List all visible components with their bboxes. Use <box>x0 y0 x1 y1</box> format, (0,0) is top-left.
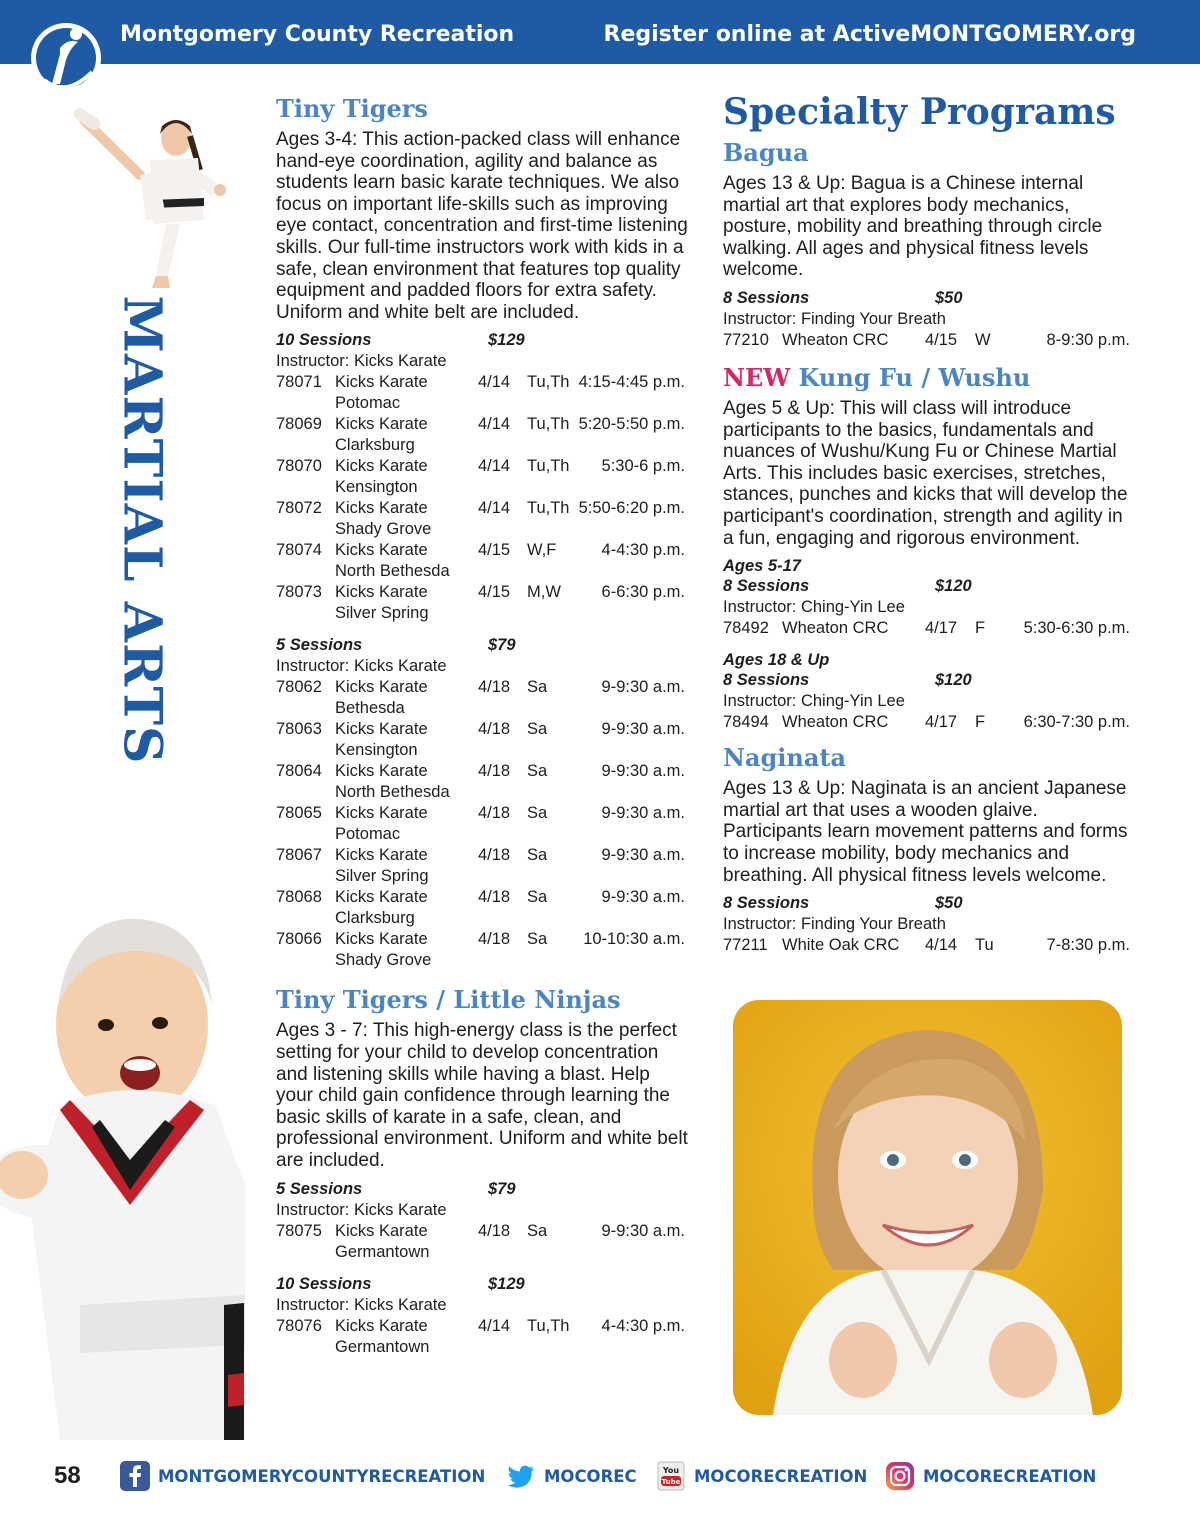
class-location: Kicks Karate <box>335 678 428 697</box>
class-date: 4/18 <box>478 1221 511 1240</box>
kungfu-title: Kung Fu / Wushu <box>798 362 1031 392</box>
session-price: $79 <box>488 1179 516 1198</box>
session-count-row <box>723 669 1138 691</box>
class-time: 5:20-5:50 p.m. <box>578 415 685 434</box>
session-count-row <box>276 1178 691 1200</box>
class-row[interactable] <box>723 712 1138 733</box>
kungfu-ages-18-up-group <box>723 649 1138 733</box>
class-time: 8-9:30 p.m. <box>1046 330 1130 349</box>
class-day: F <box>975 713 986 732</box>
class-location-2: North Bethesda <box>335 562 450 581</box>
class-day: Sa <box>527 678 548 697</box>
session-count: 5 Sessions <box>276 1179 363 1198</box>
session-count: 8 Sessions <box>723 288 810 307</box>
class-location: Kicks Karate <box>335 1316 428 1335</box>
class-code: 78065 <box>276 804 322 823</box>
class-date: 4/14 <box>478 1316 511 1335</box>
page-footer <box>0 1452 1200 1500</box>
class-location-2: Clarksburg <box>335 436 415 455</box>
class-location: Kicks Karate <box>335 1221 428 1240</box>
class-row[interactable] <box>276 845 691 887</box>
twitter-link[interactable] <box>506 1460 637 1492</box>
class-time: 9-9:30 a.m. <box>601 888 685 907</box>
ages-label: Ages 18 & Up <box>723 651 830 670</box>
bagua-description: Ages 13 & Up: Bagua is a Chinese internal martial art that explores body mechanics, posture, mobility and breathing through circle walking. All ages and physical fitness levels welcome. <box>723 173 1103 281</box>
class-date: 4/18 <box>478 888 511 907</box>
ages-row <box>723 649 1138 671</box>
class-day: Tu,Th <box>527 499 570 518</box>
class-location: Kicks Karate <box>335 583 428 602</box>
class-location-2: Kensington <box>335 741 418 760</box>
class-code: 78069 <box>276 415 322 434</box>
class-day: F <box>975 619 986 638</box>
class-location: Kicks Karate <box>335 888 428 907</box>
instructor-line: Instructor: Kicks Karate <box>276 352 447 371</box>
class-day: W <box>975 330 991 349</box>
class-row[interactable] <box>276 929 691 971</box>
class-row[interactable] <box>276 887 691 929</box>
class-location: Wheaton CRC <box>782 619 889 638</box>
little-ninjas-description: Ages 3 - 7: This high-energy class is the perfect setting for your child to develop concentration and listening skills while having a blast. Help your child gain confidence through learning the basic skills of karate in a safe, clean, and professional environment. Uniform and white belt are included. <box>276 1020 688 1171</box>
class-row[interactable] <box>276 498 691 540</box>
naginata-description: Ages 13 & Up: Naginata is an ancient Japanese martial art that uses a wooden glaive. Participants learn movement patterns and forms to increase mobility, body mechanics and breathing. All physical fitness levels welcome. <box>723 778 1128 886</box>
class-day: Sa <box>527 888 548 907</box>
facebook-icon <box>120 1461 150 1491</box>
tiny-tigers-description: Ages 3-4: This action-packed class will enhance hand-eye coordination, agility and balance as students learn basic karate techniques. We also focus on important life-skills such as improving eye contact, concentration and first-time listening skills. Our full-time instructors work with kids in a safe, clean environment that features top quality equipment and padded floors for extra safety. Uniform and white belt are included. <box>276 129 688 323</box>
left-column <box>276 94 691 1358</box>
youtube-icon <box>656 1461 686 1491</box>
class-date: 4/14 <box>925 936 958 955</box>
class-code: 78062 <box>276 678 322 697</box>
class-time: 4-4:30 p.m. <box>601 541 685 560</box>
class-location: Kicks Karate <box>335 762 428 781</box>
naginata-heading: Naginata <box>723 743 847 773</box>
little-ninjas-heading: Tiny Tigers / Little Ninjas <box>276 985 621 1015</box>
class-row[interactable] <box>276 414 691 456</box>
youtube-link[interactable] <box>656 1460 867 1492</box>
class-location-2: Germantown <box>335 1242 430 1261</box>
facebook-handle: MONTGOMERYCOUNTYRECREATION <box>158 1466 486 1486</box>
class-date: 4/17 <box>925 619 958 638</box>
class-location-2: Potomac <box>335 394 401 413</box>
session-count-row <box>276 1273 691 1295</box>
instructor-line: Instructor: Kicks Karate <box>276 1200 447 1219</box>
class-day: Sa <box>527 762 548 781</box>
class-row[interactable] <box>276 719 691 761</box>
youtube-handle: MOCORECREATION <box>694 1466 868 1486</box>
class-row[interactable] <box>276 1316 691 1358</box>
class-day: Sa <box>527 720 548 739</box>
class-code: 77210 <box>723 330 769 349</box>
class-code: 78068 <box>276 888 322 907</box>
instructor-line: Instructor: Ching-Yin Lee <box>723 598 905 617</box>
class-time: 6-6:30 p.m. <box>601 583 685 602</box>
class-location: Kicks Karate <box>335 541 428 560</box>
karate-boy-punching-photo <box>0 905 245 1440</box>
kungfu-ages-5-17-group <box>723 555 1138 639</box>
class-location: Wheaton CRC <box>782 713 889 732</box>
class-date: 4/15 <box>478 583 511 602</box>
martial-arts-title: MARTIAL ARTS <box>111 295 173 765</box>
twitter-handle: MOCOREC <box>544 1466 637 1486</box>
class-location: Kicks Karate <box>335 457 428 476</box>
karate-girl-smiling-photo <box>733 1000 1122 1415</box>
class-location-2: Bethesda <box>335 699 405 718</box>
class-location-2: Shady Grove <box>335 520 432 539</box>
session-count-row <box>276 634 691 656</box>
class-date: 4/18 <box>478 762 511 781</box>
class-location-2: Shady Grove <box>335 951 432 970</box>
class-code: 78063 <box>276 720 322 739</box>
class-date: 4/14 <box>478 373 511 392</box>
section-side-title <box>111 295 173 765</box>
class-date: 4/15 <box>478 541 511 560</box>
class-code: 78073 <box>276 583 322 602</box>
class-row[interactable] <box>276 803 691 845</box>
class-row[interactable] <box>276 582 691 624</box>
class-location: Kicks Karate <box>335 499 428 518</box>
class-code: 78076 <box>276 1316 322 1335</box>
instructor-line: Instructor: Ching-Yin Lee <box>723 692 905 711</box>
session-count-row <box>723 575 1138 597</box>
new-badge: NEW <box>723 362 791 392</box>
girl-portrait-illustration <box>733 1000 1122 1415</box>
class-location: Wheaton CRC <box>782 330 889 349</box>
session-price: $129 <box>488 331 525 350</box>
class-code: 77211 <box>723 936 768 955</box>
bagua-heading: Bagua <box>723 138 809 167</box>
class-time: 6:30-7:30 p.m. <box>1023 713 1130 732</box>
spacer <box>276 1263 691 1273</box>
class-date: 4/17 <box>925 713 958 732</box>
class-code: 78064 <box>276 762 322 781</box>
session-price: $120 <box>935 671 972 690</box>
class-row[interactable] <box>723 618 1138 639</box>
little-ninjas-10-sessions-group <box>276 1273 691 1358</box>
class-day: W,F <box>527 541 557 560</box>
instructor-line: Instructor: Finding Your Breath <box>723 309 946 328</box>
class-date: 4/18 <box>478 846 511 865</box>
spacer <box>276 971 691 985</box>
instagram-icon <box>885 1461 915 1491</box>
class-date: 4/18 <box>478 720 511 739</box>
spacer <box>276 624 691 634</box>
class-code: 78075 <box>276 1221 322 1240</box>
class-date: 4/14 <box>478 415 511 434</box>
class-time: 5:50-6:20 p.m. <box>578 499 685 518</box>
class-day: Tu,Th <box>527 457 570 476</box>
instructor-line: Instructor: Kicks Karate <box>276 1295 447 1314</box>
session-count-row <box>276 329 691 351</box>
class-time: 9-9:30 a.m. <box>601 762 685 781</box>
class-code: 78072 <box>276 499 322 518</box>
instagram-handle: MOCORECREATION <box>923 1466 1097 1486</box>
class-location-2: North Bethesda <box>335 783 450 802</box>
recreation-logo-icon <box>30 18 102 104</box>
class-code: 78074 <box>276 541 322 560</box>
spacer <box>723 733 1138 743</box>
class-location-2: Silver Spring <box>335 867 429 886</box>
session-price: $50 <box>935 288 963 307</box>
class-time: 9-9:30 a.m. <box>601 720 685 739</box>
class-time: 4:15-4:45 p.m. <box>578 373 685 392</box>
class-date: 4/18 <box>478 804 511 823</box>
class-time: 4-4:30 p.m. <box>601 1316 685 1335</box>
class-code: 78492 <box>723 619 769 638</box>
class-location-2: Kensington <box>335 478 418 497</box>
page-header <box>0 0 1200 64</box>
class-row[interactable] <box>276 540 691 582</box>
class-time: 5:30-6 p.m. <box>601 457 685 476</box>
session-count: 8 Sessions <box>723 894 810 913</box>
class-day: Tu <box>975 936 994 955</box>
facebook-link[interactable] <box>120 1460 485 1492</box>
session-price: $120 <box>935 577 972 596</box>
session-price: $50 <box>935 894 963 913</box>
class-code: 78066 <box>276 930 322 949</box>
right-column <box>723 88 1138 956</box>
class-location: Kicks Karate <box>335 846 428 865</box>
instagram-link[interactable] <box>885 1460 1096 1492</box>
class-row[interactable] <box>723 935 1138 956</box>
session-count: 8 Sessions <box>723 577 810 596</box>
class-code: 78070 <box>276 457 322 476</box>
class-time: 9-9:30 a.m. <box>601 1221 685 1240</box>
class-date: 4/15 <box>925 330 958 349</box>
ages-row <box>723 555 1138 577</box>
class-day: Sa <box>527 1221 548 1240</box>
svg-text:Tube: Tube <box>661 1478 681 1486</box>
session-count: 10 Sessions <box>276 1274 372 1293</box>
class-time: 5:30-6:30 p.m. <box>1023 619 1130 638</box>
class-time: 9-9:30 a.m. <box>601 804 685 823</box>
spacer <box>723 351 1138 363</box>
class-date: 4/14 <box>478 499 511 518</box>
karate-girl-kicking-photo <box>70 100 230 300</box>
class-time: 9-9:30 a.m. <box>601 678 685 697</box>
class-row[interactable] <box>276 1221 691 1263</box>
class-location-2: Germantown <box>335 1337 430 1356</box>
little-ninjas-5-sessions-group <box>276 1178 691 1263</box>
class-location: Kicks Karate <box>335 930 428 949</box>
class-location: Kicks Karate <box>335 720 428 739</box>
class-row[interactable] <box>276 456 691 498</box>
session-count-row <box>723 287 1138 309</box>
svg-text:You: You <box>662 1466 680 1475</box>
class-day: Sa <box>527 846 548 865</box>
session-price: $129 <box>488 1274 525 1293</box>
class-row[interactable] <box>276 761 691 803</box>
class-code: 78071 <box>276 373 322 392</box>
class-code: 78494 <box>723 713 769 732</box>
class-day: Tu,Th <box>527 373 570 392</box>
class-time: 10-10:30 a.m. <box>583 930 685 949</box>
tiny-tigers-5-sessions-group <box>276 634 691 971</box>
tiny-tigers-heading: Tiny Tigers <box>276 94 428 123</box>
instructor-line: Instructor: Kicks Karate <box>276 657 447 676</box>
twitter-bird-icon <box>506 1461 536 1491</box>
class-location: Kicks Karate <box>335 415 428 434</box>
class-day: M,W <box>527 583 561 602</box>
specialty-programs-title: Specialty Programs <box>723 91 1116 133</box>
class-code: 78067 <box>276 846 322 865</box>
ages-label: Ages 5-17 <box>723 557 801 576</box>
kungfu-description: Ages 5 & Up: This will class will introduce participants to the basics, fundamentals and nuances of Wushu/Kung Fu or Chinese Martial Arts. This includes basic exercises, stretches, stances, punches and kicks that will develop the participant's coordination, strength and agility in a fun, engaging and rigorous environment. <box>723 397 1128 549</box>
header-org-name: Montgomery County Recreation <box>120 22 515 47</box>
class-location-2: Silver Spring <box>335 604 429 623</box>
tiny-tigers-10-sessions-group <box>276 329 691 624</box>
class-date: 4/18 <box>478 678 511 697</box>
class-location: Kicks Karate <box>335 804 428 823</box>
class-day: Sa <box>527 804 548 823</box>
spacer <box>723 639 1138 649</box>
class-location: White Oak CRC <box>782 936 900 955</box>
class-location-2: Potomac <box>335 825 401 844</box>
class-date: 4/14 <box>478 457 511 476</box>
page-number: 58 <box>54 1462 81 1489</box>
header-register-link[interactable]: Register online at ActiveMONTGOMERY.org <box>603 22 1136 47</box>
class-row[interactable] <box>723 330 1138 351</box>
kungfu-heading <box>723 363 1138 393</box>
session-count: 8 Sessions <box>723 671 810 690</box>
class-time: 7-8:30 p.m. <box>1046 936 1130 955</box>
class-day: Sa <box>527 930 548 949</box>
class-location: Kicks Karate <box>335 373 428 392</box>
session-count: 10 Sessions <box>276 331 372 350</box>
instructor-line: Instructor: Finding Your Breath <box>723 915 946 934</box>
class-time: 9-9:30 a.m. <box>601 846 685 865</box>
session-count-row <box>723 892 1138 914</box>
session-count: 5 Sessions <box>276 636 363 655</box>
class-row[interactable] <box>276 677 691 719</box>
class-day: Tu,Th <box>527 1316 570 1335</box>
class-day: Tu,Th <box>527 415 570 434</box>
session-price: $79 <box>488 636 516 655</box>
class-row[interactable] <box>276 372 691 414</box>
class-location-2: Clarksburg <box>335 909 415 928</box>
class-date: 4/18 <box>478 930 511 949</box>
